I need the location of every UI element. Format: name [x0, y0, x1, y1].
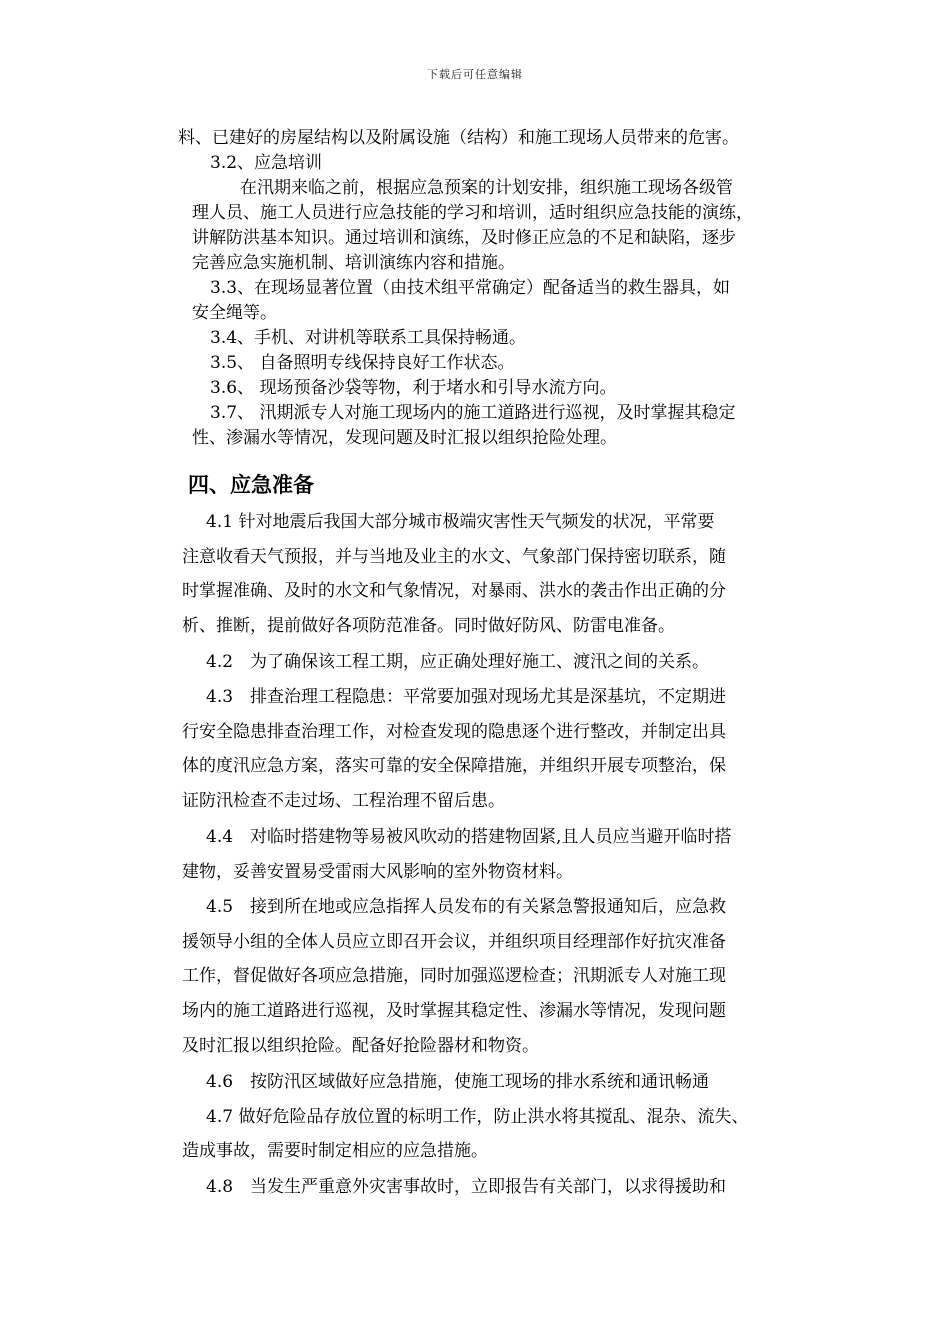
- paragraph-line: 析、推断，提前做好各项防范准备。同时做好防风、防雷电准备。: [182, 616, 675, 636]
- paragraph-line: 注意收看天气预报，并与当地及业主的水文、气象部门保持密切联系，随: [182, 547, 726, 567]
- paragraph-line: 4.6 按防汛区域做好应急措施，使施工现场的排水系统和通讯畅通: [206, 1072, 710, 1092]
- paragraph-line: 在汛期来临之前，根据应急预案的计划安排，组织施工现场各级管: [240, 178, 733, 198]
- paragraph-line: 证防汛检查不走过场、工程治理不留后患。: [182, 791, 505, 811]
- paragraph-line: 4.3 排查治理工程隐患：平常要加强对现场尤其是深基坑，不定期进: [206, 687, 727, 707]
- subsection-heading: 3.2、应急培训: [210, 153, 323, 173]
- paragraph-line: 安全绳等。: [192, 303, 277, 323]
- paragraph-line: 4.4 对临时搭建物等易被风吹动的搭建物固紧,且人员应当避开临时搭: [206, 827, 732, 847]
- paragraph-line: 讲解防洪基本知识。通过培训和演练，及时修正应急的不足和缺陷，逐步: [192, 228, 736, 248]
- paragraph-line: 4.7 做好危险品存放位置的标明工作，防止洪水将其搅乱、混杂、流失、: [206, 1107, 749, 1127]
- paragraph-line: 理人员、施工人员进行应急技能的学习和培训，适时组织应急技能的演练，: [192, 203, 753, 223]
- paragraph-line: 场内的施工道路进行巡视，及时掌握其稳定性、渗漏水等情况，发现问题: [182, 1001, 726, 1021]
- paragraph-line: 完善应急实施机制、培训演练内容和措施。: [192, 253, 515, 273]
- paragraph-line: 工作，督促做好各项应急措施，同时加强巡逻检查；汛期派专人对施工现: [182, 966, 726, 986]
- paragraph-line: 时掌握准确、及时的水文和气象情况，对暴雨、洪水的袭击作出正确的分: [182, 581, 726, 601]
- paragraph-line: 3.6、 现场预备沙袋等物，利于堵水和引导水流方向。: [210, 378, 617, 398]
- paragraph-line: 及时汇报以组织抢险。配备好抢险器材和物资。: [182, 1036, 539, 1056]
- paragraph-line: 3.3、在现场显著位置（由技术组平常确定）配备适当的救生器具，如: [210, 278, 731, 298]
- paragraph-line: 料、已建好的房屋结构以及附属设施（结构）和施工现场人员带来的危害。: [178, 128, 739, 148]
- paragraph-line: 4.8 当发生严重意外灾害事故时，立即报告有关部门，以求得援助和: [206, 1177, 727, 1197]
- paragraph-line: 4.1 针对地震后我国大部分城市极端灾害性天气频发的状况，平常要: [206, 512, 715, 532]
- paragraph-line: 体的度汛应急方案，落实可靠的安全保障措施，并组织开展专项整治，保: [182, 756, 726, 776]
- paragraph-line: 3.5、 自备照明专线保持良好工作状态。: [210, 353, 515, 373]
- paragraph-line: 3.4、手机、对讲机等联系工具保持畅通。: [210, 328, 527, 348]
- paragraph-line: 4.2 为了确保该工程工期，应正确处理好施工、渡汛之间的关系。: [206, 652, 710, 672]
- paragraph-line: 建物，妥善安置易受雷雨大风影响的室外物资材料。: [182, 862, 573, 882]
- paragraph-line: 4.5 接到所在地或应急指挥人员发布的有关紧急警报通知后，应急救: [206, 897, 727, 917]
- paragraph-line: 3.7、 汛期派专人对施工现场内的施工道路进行巡视，及时掌握其稳定: [210, 403, 736, 423]
- paragraph-line: 造成事故，需要时制定相应的应急措施。: [182, 1141, 488, 1161]
- paragraph-line: 性、渗漏水等情况，发现问题及时汇报以组织抢险处理。: [192, 428, 617, 448]
- paragraph-line: 援领导小组的全体人员应立即召开会议，并组织项目经理部作好抗灾准备: [182, 932, 726, 952]
- section-heading: 四、应急准备: [188, 473, 314, 497]
- paragraph-line: 行安全隐患排查治理工作，对检查发现的隐患逐个进行整改，并制定出具: [182, 722, 726, 742]
- page-header: 下载后可任意编辑: [427, 68, 523, 81]
